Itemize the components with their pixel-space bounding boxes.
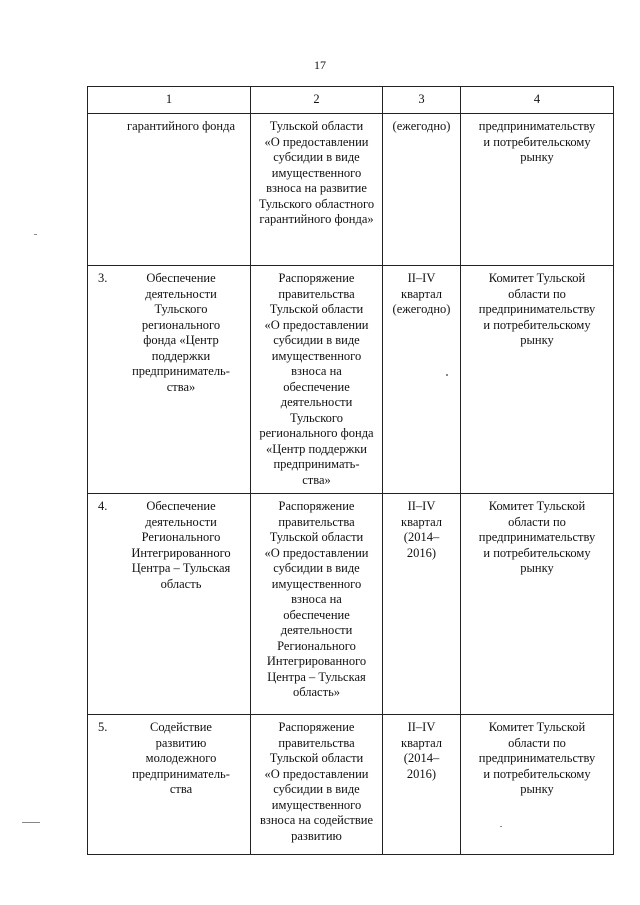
measure-name: гарантийного фонда <box>126 119 236 133</box>
measure-name: Обеспечение деятельности Регионального Интегрированного Центра – Тульская область <box>131 499 231 591</box>
row-number: 3. <box>98 271 108 285</box>
measure-cell <box>88 114 251 266</box>
table-row <box>88 715 614 855</box>
header-cell: 2 <box>251 87 383 114</box>
term-cell: II–IV квартал (ежегодно) <box>383 266 461 494</box>
term-cell: (ежегодно) <box>383 114 461 266</box>
measure-cell <box>88 266 251 494</box>
term-cell: II–IV квартал (2014– 2016) <box>383 715 461 855</box>
executor-cell: Комитет Тульской области по предпринимательству и потребительскому рынку <box>461 494 614 715</box>
row-number: 5. <box>98 720 108 734</box>
document-cell: Распоряжение правительства Тульской области «О предоставлении субсидии в виде имущественного взноса на обеспечение деятельности Тульского регионального фонда «Центр поддержки предпринимать- ства» <box>251 266 383 494</box>
document-cell: Распоряжение правительства Тульской области «О предоставлении субсидии в виде имущественного взноса на содействие развитию <box>251 715 383 855</box>
measure-name: Обеспечение деятельности Тульского регионального фонда «Центр поддержки предприниматель- ства» <box>132 271 230 394</box>
executor-cell: Комитет Тульской области по предпринимательству и потребительскому рынку <box>461 266 614 494</box>
executor-cell: Комитет Тульской области по предпринимательству и потребительскому рынку <box>461 715 614 855</box>
table-row <box>88 114 614 266</box>
measure-cell <box>88 715 251 855</box>
scan-mark <box>34 234 37 235</box>
header-cell: 1 <box>88 87 251 114</box>
scan-mark <box>500 826 502 827</box>
term-cell: II–IV квартал (2014– 2016) <box>383 494 461 715</box>
scan-mark <box>22 822 40 823</box>
measures-table <box>87 86 614 855</box>
document-cell: Распоряжение правительства Тульской области «О предоставлении субсидии в виде имущественного взноса на обеспечение деятельности Регионального Интегрированного Центра – Тульская область» <box>251 494 383 715</box>
measure-name: Содействие развитию молодежного предприниматель- ства <box>132 720 230 796</box>
table-header-row <box>88 87 614 114</box>
page-number: 17 <box>314 58 326 72</box>
measure-cell <box>88 494 251 715</box>
table-row <box>88 266 614 494</box>
row-number: 4. <box>98 499 108 513</box>
header-cell: 3 <box>383 87 461 114</box>
table-row <box>88 494 614 715</box>
scan-mark <box>446 374 448 376</box>
document-cell: Тульской области «О предоставлении субсидии в виде имущественного взноса на развитие Тульского областного гарантийного фонда» <box>251 114 383 266</box>
executor-cell: предпринимательству и потребительскому рынку <box>461 114 614 266</box>
header-cell: 4 <box>461 87 614 114</box>
